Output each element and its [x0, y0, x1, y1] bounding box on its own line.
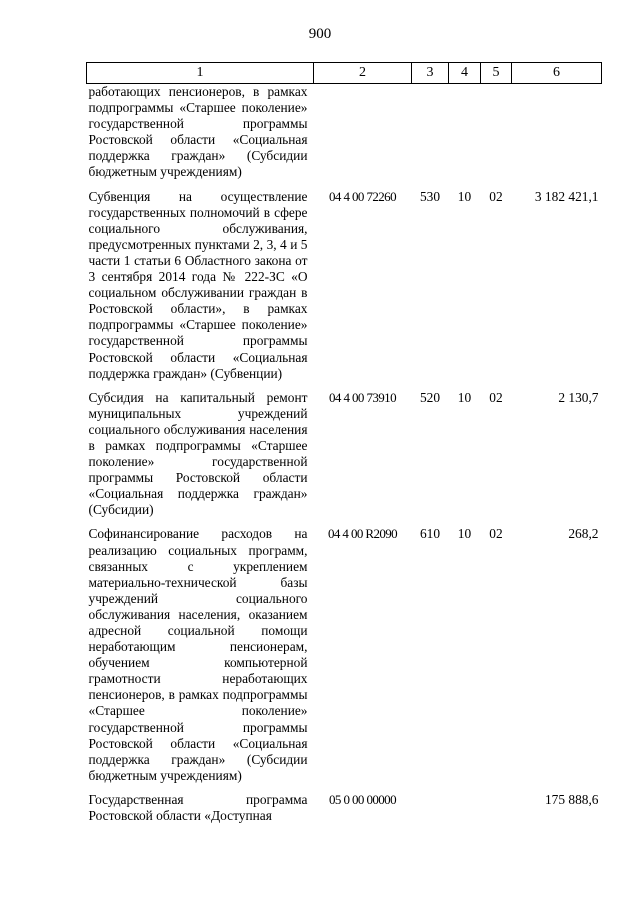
row-expense-type — [412, 84, 449, 181]
table-body — [87, 84, 602, 825]
table-row — [87, 181, 602, 382]
header-col-3: 3 — [412, 63, 449, 84]
row-expense-type: 520 — [419, 389, 441, 405]
row-description: Субвенция на осуществление государственных полномочий в сфере социального обслуживания, предусмотренных пунктами 2, 3, 4 и 5 части 1 статьи 6 Областного закона от 3 сентября 2014 года № 222-ЗС «О социальном обслуживании граждан в Ростовской области», в рамках подпрограммы «Старшее поколение» государственной программы Ростовской области «Социальная поддержка граждан» (Субвенции) — [88, 188, 308, 381]
row-code: 04 4 00 R2090 — [327, 526, 398, 542]
row-description: Субсидия на капитальный ремонт муниципальных учреждений социального обслуживания населения в рамках подпрограммы «Старшее поколение» государственной программы Ростовской области «Социальная поддержка граждан» (Субсидии) — [88, 389, 308, 518]
row-expense-type — [412, 784, 449, 824]
row-expense-type: 530 — [419, 188, 441, 204]
row-subsection: 02 — [489, 389, 503, 405]
header-row — [87, 63, 602, 84]
table-row — [87, 784, 602, 824]
table-row — [87, 382, 602, 519]
table-row — [87, 84, 602, 181]
row-expense-type: 610 — [419, 526, 441, 542]
row-amount: 3 182 421,1 — [534, 188, 599, 204]
row-code — [314, 84, 412, 181]
row-section — [449, 784, 481, 824]
row-code: 05 0 00 00000 — [329, 791, 396, 807]
row-section: 10 — [457, 526, 472, 542]
header-col-5: 5 — [481, 63, 512, 84]
row-amount: 2 130,7 — [558, 389, 599, 405]
row-section: 10 — [457, 188, 472, 204]
header-col-6: 6 — [512, 63, 602, 84]
table-row — [87, 518, 602, 784]
row-description: работающих пенсионеров, в рамках подпрограммы «Старшее поколение» государственной программы Ростовской области «Социальная поддержка граждан» (Субсидии бюджетным учреждениям) — [88, 84, 308, 180]
header-col-1: 1 — [87, 63, 314, 84]
row-description: Софинансирование расходов на реализацию социальных программ, связанных с укреплением материально-технической базы учреждений социального обслуживания населения, оказанием адресной социальной помощи неработающим пенсионерам, обучением компьютерной грамотности неработающих пенсионеров, в рамках подпрограммы «Старшее поколение» государственной программы Ростовской области «Социальная поддержка граждан» (Субсидии бюджетным учреждениям) — [88, 526, 308, 783]
row-code: 04 4 00 72260 — [329, 188, 396, 204]
row-amount: 175 888,6 — [544, 791, 599, 807]
row-description: Государственная программа Ростовской области «Доступная — [88, 791, 308, 824]
row-code: 04 4 00 73910 — [329, 389, 396, 405]
row-amount — [512, 84, 602, 181]
row-subsection — [481, 84, 512, 181]
page-number: 900 — [308, 26, 332, 42]
row-section — [449, 84, 481, 181]
row-subsection: 02 — [489, 188, 503, 204]
row-subsection: 02 — [489, 526, 503, 542]
header-col-2: 2 — [314, 63, 412, 84]
header-col-4: 4 — [449, 63, 481, 84]
row-amount: 268,2 — [568, 526, 599, 542]
budget-table — [86, 62, 602, 824]
row-subsection — [481, 784, 512, 824]
table-header — [87, 63, 602, 84]
row-section: 10 — [457, 389, 472, 405]
